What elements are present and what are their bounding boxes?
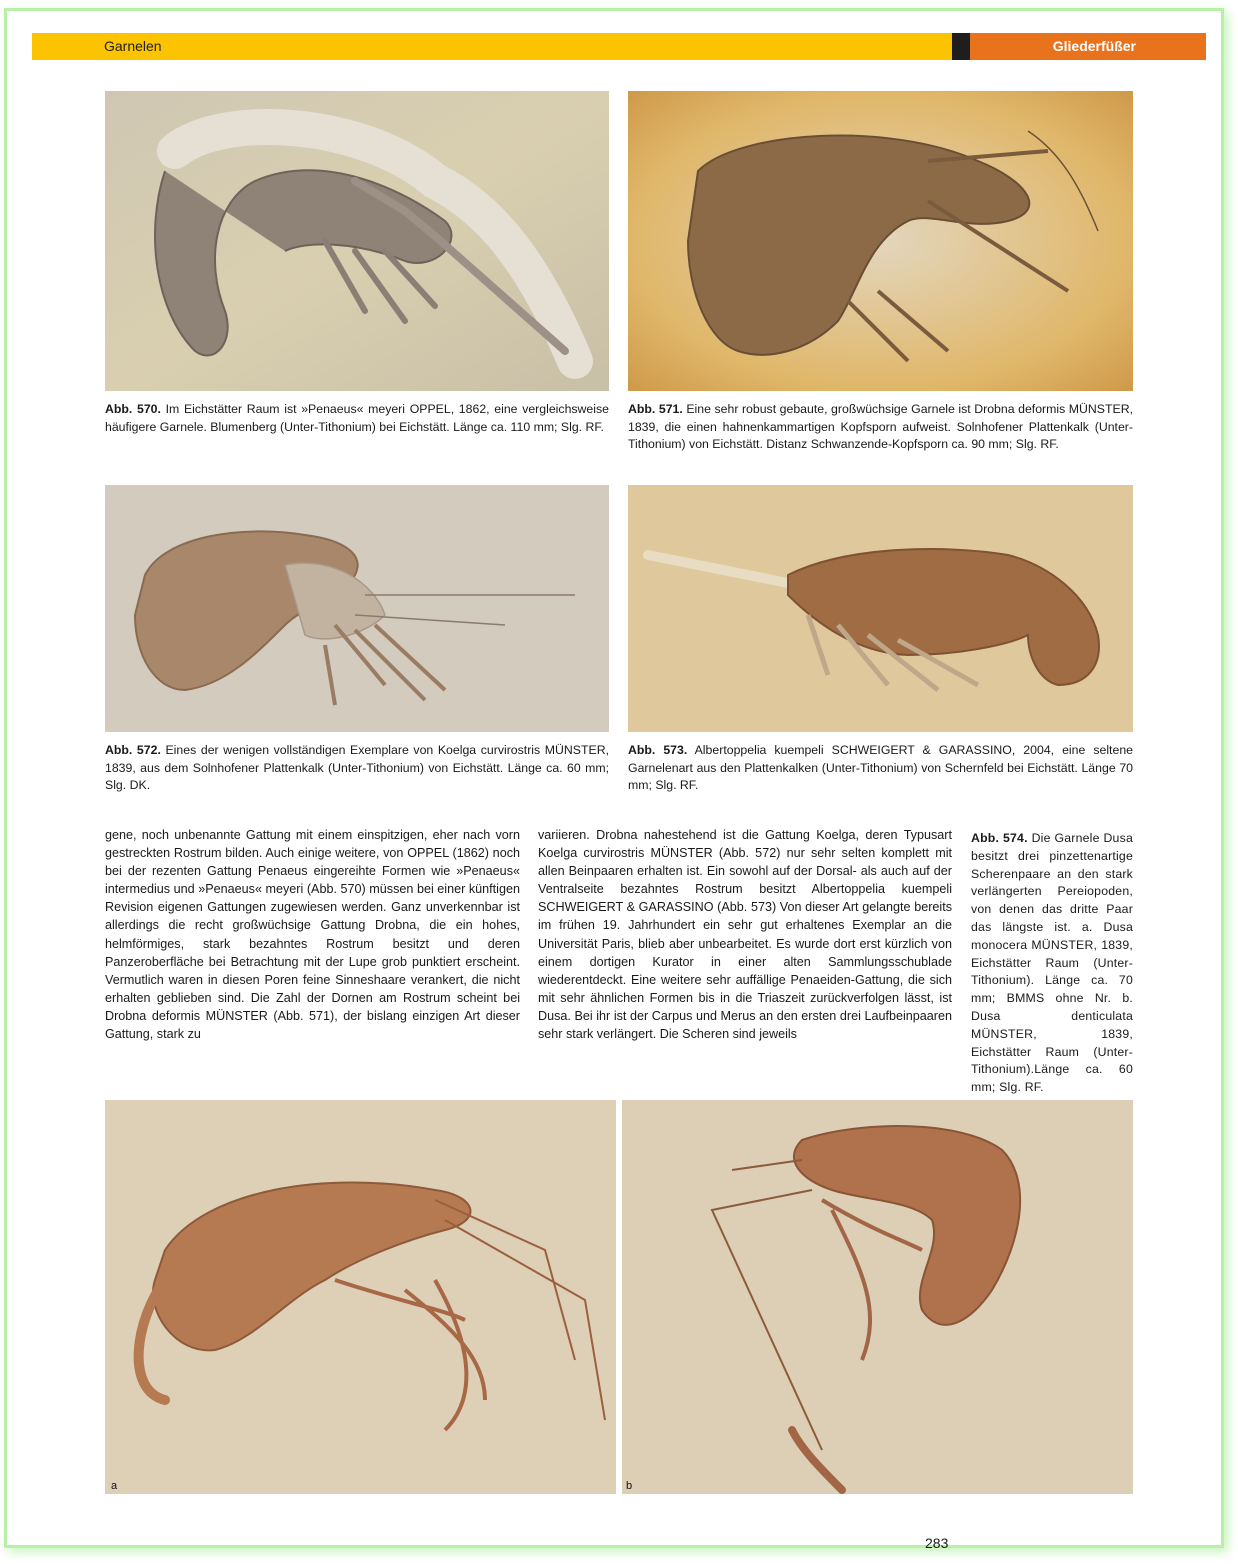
photo-abb-574-a bbox=[105, 1100, 616, 1494]
body-column-1: gene, noch unbenannte Gattung mit einem einspitzigen, eher nach vorn gestreckten Rostrum bilden. Auch einige weitere, von OPPEL (1862) noch bei der rezenten Gattung Penaeus eingereihte Formen wie »Penaeus« intermedius und »Penaeus« meyeri (Abb. 570) müssen bei einer künftigen Revision eigenen Gattungen zugewiesen werden. Ganz unverkennbar ist allerdings die recht großwüchsige Gattung Drobna, die ein hohes, helmförmiges, stark bezahntes Rostrum besitzt und deren Panzeroberfläche bei Betrachtung mit der Lupe grob punktiert erscheint. Vermutlich waren in diesen Poren feine Sinneshaare verankert, die nicht erhalten geblieben sind. Die Zahl der Dornen am Rostrum scheint bei Drobna deformis MÜNSTER (Abb. 571), der bislang einzigen Art dieser Gattung, stark zu bbox=[105, 828, 520, 1042]
caption-text: Eine sehr robust gebaute, großwüchsige Garnele ist Drobna deformis MÜNSTER, 1839, die einen hahnenkammartigen Kopfsporn aufweist. Solnhofener Plattenkalk (Unter-Tithonium) von Eichstätt. Distanz Schwanzende-Kopfsporn ca. 90 mm; Slg. RF. bbox=[628, 402, 1134, 452]
photo-abb-574-b bbox=[622, 1100, 1133, 1494]
caption-label: Abb. 570. bbox=[105, 402, 161, 416]
photo-abb-573 bbox=[628, 485, 1133, 732]
body-column-2: variieren. Drobna nahestehend ist die Gattung Koelga, deren Typusart Koelga curvirostris MÜNSTER (Abb. 572) nur sehr selten komplett mit allen Beinpaaren erhalten ist. Ein sowohl auf der Dorsal- als auch auf der Ventralseite bezahntes Rostrum besitzt Albertoppelia kuempeli SCHWEIGERT & GARASSINO (Abb. 573) Von dieser Art gelangte bereits im frühen 19. Jahrhundert ein sehr gut erhaltenes Exemplar an die Universität Paris, blieb aber unbearbeitet. Es wurde dort erst kürzlich von einem dortigen Kurator in einer alten Sammlungsschublade wiederentdeckt. Eine weitere sehr auffällige Penaeiden-Gattung, die sich mit sehr ähnlichen Formen bis in die Triaszeit zurückverfolgen lässt, ist Dusa. Bei ihr ist der Carpus und Merus an den ersten drei Laufbeinpaaren sehr stark verlängert. Die Scheren sind jeweils bbox=[538, 828, 952, 1042]
caption-abb-572 bbox=[105, 742, 609, 795]
caption-abb-570 bbox=[105, 401, 609, 436]
caption-label: Abb. 574. bbox=[971, 831, 1028, 845]
caption-label: Abb. 572. bbox=[105, 743, 161, 757]
category-header: Gliederfüßer bbox=[970, 33, 1206, 60]
panel-label-b: b bbox=[626, 1480, 633, 1492]
caption-abb-571 bbox=[628, 401, 1133, 454]
photo-abb-572 bbox=[105, 485, 609, 732]
caption-label: Abb. 571. bbox=[628, 402, 683, 416]
caption-text: Albertoppelia kuempeli SCHWEIGERT & GARASSINO, 2004, eine seltene Garnelenart aus den Plattenkalken (Unter-Tithonium) von Schernfeld bei Eichstätt. Länge 70 mm; Slg. RF. bbox=[628, 743, 1133, 793]
caption-label: Abb. 573. bbox=[628, 743, 688, 757]
photo-abb-570 bbox=[105, 91, 609, 391]
photo-abb-571 bbox=[628, 91, 1133, 391]
page-number: 283 bbox=[925, 1535, 949, 1551]
caption-text: Eines der wenigen vollständigen Exemplare von Koelga curvirostris MÜNSTER, 1839, aus dem Solnhofener Plattenkalk (Unter-Tithonium) von Eichstätt. Länge ca. 60 mm; Slg. DK. bbox=[105, 743, 610, 793]
caption-abb-574 bbox=[971, 830, 1133, 1097]
caption-text: Die Garnele Dusa besitzt drei pinzettenartige Scherenpaare an den stark verlängerten Pereiopoden, von denen das dritte Paar das längste ist. a. Dusa monocera MÜNSTER, 1839, Eichstätter Raum (Unter-Tithonium). Länge ca. 70 mm; BMMS ohne Nr. b. Dusa denticulata MÜNSTER, 1839, Eichstätter Raum (Unter-Tithonium).Länge ca. 60 mm; Slg. RF. bbox=[971, 831, 1133, 1095]
panel-label-a: a bbox=[111, 1480, 118, 1492]
caption-abb-573 bbox=[628, 742, 1133, 795]
section-header: Garnelen bbox=[32, 33, 952, 60]
caption-text: Im Eichstätter Raum ist »Penaeus« meyeri OPPEL, 1862, eine vergleichsweise häufigere Garnele. Blumenberg (Unter-Tithonium) bei Eichstätt. Länge ca. 110 mm; Slg. RF. bbox=[105, 402, 609, 434]
header-divider bbox=[952, 33, 970, 60]
